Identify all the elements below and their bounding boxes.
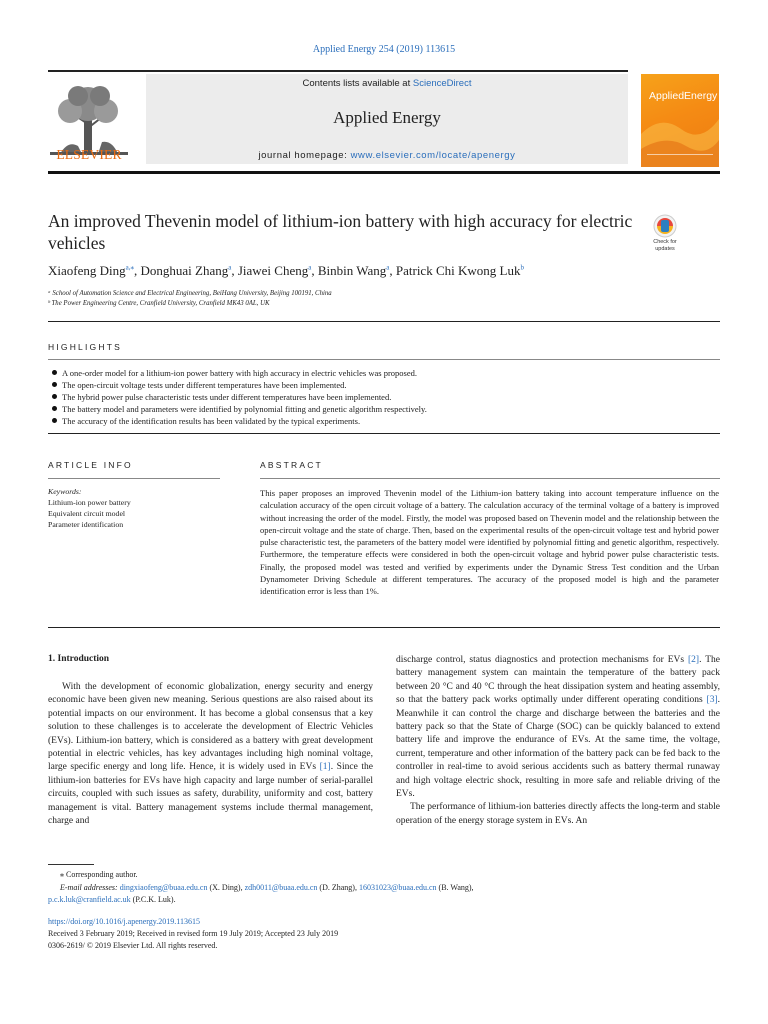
text-run: With the development of economic globalization, energy security and energy economic have been given new meaning. Serious questions are also raised about its potential impacts on our environment. It has become a global consensus that a key solution to these challenges is to accelerate the development of Electric Vehicles (EVs). Lithium-ion battery, which is considered as a battery with great development potential in electric vehicles, has key advantages including high nominal voltage, large specific energy and long life. Hence, it is widely used in EVs xyxy=(48,682,373,773)
highlight-text: The accuracy of the identification results has been validated by the typical experiments. xyxy=(62,416,361,426)
highlight-item xyxy=(52,392,391,402)
highlight-item xyxy=(52,404,427,414)
divider xyxy=(48,433,720,434)
highlight-item xyxy=(52,416,360,426)
bullet-icon xyxy=(52,382,57,387)
received-dates: Received 3 February 2019; Received in revised form 19 July 2019; Accepted 23 July 2019 xyxy=(48,929,339,938)
keywords-label: Keywords: xyxy=(48,487,82,496)
text-run: discharge control, status diagnostics and protection mechanisms for EVs xyxy=(396,655,688,665)
journal-reference[interactable]: Applied Energy 254 (2019) 113615 xyxy=(312,44,456,55)
author-name[interactable]: Donghuai Zhang xyxy=(140,263,229,278)
article-title: An improved Thevenin model of lithium-ion battery with high accuracy for electric vehicles xyxy=(48,211,633,253)
email-label: E-mail addresses: xyxy=(60,883,120,892)
paragraph xyxy=(48,681,373,828)
divider xyxy=(48,321,720,322)
bullet-icon xyxy=(52,406,57,411)
journal-homepage xyxy=(146,150,628,161)
email-owner: (X. Ding), xyxy=(207,883,245,892)
highlight-item xyxy=(52,368,417,378)
cover-art-icon xyxy=(641,74,719,167)
highlight-item xyxy=(52,380,346,390)
journal-cover-image[interactable] xyxy=(641,74,719,167)
bullet-icon xyxy=(52,394,57,399)
keyword[interactable]: Lithium-ion power battery xyxy=(48,498,131,507)
sciencedirect-link[interactable]: ScienceDirect xyxy=(412,78,472,89)
highlights-heading: HIGHLIGHTS xyxy=(48,342,122,352)
highlight-text: The battery model and parameters were identified by polynomial fitting and genetic algorithm respectively. xyxy=(62,404,427,414)
footnote-rule xyxy=(48,864,94,865)
email-owner: (P.C.K. Luk). xyxy=(130,895,176,904)
highlight-text: The open-circuit voltage tests under different temperatures have been implemented. xyxy=(62,380,347,390)
section-heading-introduction: 1. Introduction xyxy=(48,654,110,664)
divider xyxy=(48,478,220,479)
affiliation: ᵇ The Power Engineering Centre, Cranfield University, Cranfield MK43 0AL, UK xyxy=(48,300,270,307)
keyword[interactable]: Parameter identification xyxy=(48,520,124,529)
body-column-left xyxy=(48,681,373,828)
email-owner: (D. Zhang), xyxy=(317,883,359,892)
author-list: Xiaofeng Ding$^{a,⁎}$, Donghuai Zhang$^a$, Jiawei Cheng$^a$, Binbin Wang$^a$, Patrick Chi Kwong Luk$^b$ xyxy=(48,263,524,278)
author-name[interactable]: Xiaofeng Ding xyxy=(48,263,126,278)
elsevier-wordmark: ELSEVIER xyxy=(56,147,122,162)
abstract-text: This paper proposes an improved Thevenin model of the Lithium-ion battery taking into account temperature influence on the calculation accuracy of the open circuit voltage of a battery. The calculation accuracy of the terminal voltage of a battery is improved without increasing the order of the model. Firstly, the model was proposed based on Thevenin model and the relationship between the open-circuit voltage and the state of charge. Then, based on the experimental results of the open-circuit voltage test and hybrid power pulse characteristic test, the parameters of the battery model were identified by polynomial fitting and genetic algorithm, respectively. Furthermore, the temperature effects were considered in both the open-circuit voltage and hybrid power pulse characteristic tests. Finally, the proposed model was tested and verified by experiments under the Dynamic Stress Test condition and the Urban Dynamometer Driving Schedule at different temperatures. The accuracy of the proposed model is high and the parameter identification error is less than 1%. xyxy=(260,488,719,597)
highlight-text: The hybrid power pulse characteristic tests under different temperatures have been implemented. xyxy=(62,392,392,402)
author-sup[interactable]: a,⁎ xyxy=(125,263,134,272)
header-thick-rule xyxy=(48,171,720,174)
abstract-heading: ABSTRACT xyxy=(260,460,323,470)
email-link[interactable]: p.c.k.luk@cranfield.ac.uk xyxy=(48,895,131,904)
keyword[interactable]: Equivalent circuit model xyxy=(48,509,126,518)
citation-link[interactable]: [2] xyxy=(688,655,700,665)
email-link[interactable]: zdh0011@buaa.edu.cn xyxy=(244,883,318,892)
citation-link[interactable]: [3] xyxy=(706,695,718,706)
contents-line xyxy=(146,78,628,89)
text-run: . The battery management system can maintain the temperature of the battery pack between 20 °C and 40 °C through the heat dissipation system and heating assembly, so that the battery pack works optimally under different operating conditions xyxy=(396,655,720,706)
email-link[interactable]: 16031023@buaa.edu.cn xyxy=(358,883,437,892)
check-for-updates-badge[interactable] xyxy=(644,212,686,254)
author-sup[interactable]: b xyxy=(520,263,524,272)
email-owner: (B. Wang), xyxy=(436,883,474,892)
copyright-notice: 0306-2619/ © 2019 Elsevier Ltd. All rights reserved. xyxy=(48,941,218,950)
highlight-text: A one-order model for a lithium-ion power battery with high accuracy in electric vehicles was proposed. xyxy=(62,368,417,378)
paragraph xyxy=(396,654,720,801)
doi-link[interactable]: https://doi.org/10.1016/j.apenergy.2019.113615 xyxy=(48,917,200,926)
author-sup[interactable]: a xyxy=(228,263,232,272)
contents-prefix: Contents lists available at xyxy=(302,78,413,89)
homepage-link[interactable]: www.elsevier.com/locate/apenergy xyxy=(350,150,516,161)
citation-link[interactable]: [1] xyxy=(319,762,331,773)
affiliation: ᵃ School of Automation Science and Electrical Engineering, BeiHang University, Beijing 100191, China xyxy=(48,290,332,297)
divider xyxy=(48,359,720,360)
crossmark-icon xyxy=(644,212,686,254)
author-sup[interactable]: a xyxy=(386,263,390,272)
corresponding-author-note: ⁎ Corresponding author. xyxy=(60,870,138,879)
email-addresses xyxy=(60,883,720,892)
bullet-icon xyxy=(52,418,57,423)
article-info-heading: ARTICLE INFO xyxy=(48,460,133,470)
author-name[interactable]: Binbin Wang xyxy=(317,263,387,278)
divider xyxy=(48,627,720,628)
author-name[interactable]: Patrick Chi Kwong Luk xyxy=(395,263,521,278)
header-rule xyxy=(48,70,628,72)
text-run: . Meanwhile it can control the charge and discharge between the batteries and the battery pack so that the State of Charge (SOC) can be quickly balanced to extend battery life and improve the endurance of EVs. At the same time, the voltage, current, temperature and other information of the battery pack can be fed back to the controller in real-time to avoid serious accidents such as battery thermal runaway and high voltage electric shock, resulting in more safe and reliable driving of the EVs. xyxy=(396,695,720,800)
author-name[interactable]: Jiawei Cheng xyxy=(237,263,309,278)
paragraph: The performance of lithium-ion batteries directly affects the long-term and stable operation of the energy storage system in EVs. An xyxy=(396,802,720,826)
homepage-prefix: journal homepage: xyxy=(258,150,351,161)
author-sup[interactable]: a xyxy=(308,263,312,272)
crossmark-line1: Check for xyxy=(653,239,677,245)
text-run: . Since the lithium-ion batteries for EVs have high capacity and large number of serial-parallel circuits, coupled with such issues as safety, durability, uniformity and cost, battery management is vital. Battery management systems include thermal management, charge and xyxy=(48,762,373,827)
cover-title: AppliedEnergy xyxy=(649,90,718,102)
email-addresses-cont xyxy=(48,895,176,904)
divider xyxy=(260,478,720,479)
body-column-right xyxy=(396,654,720,828)
email-link[interactable]: dingxiaofeng@buaa.edu.cn xyxy=(119,883,208,892)
bullet-icon xyxy=(52,370,57,375)
journal-name: Applied Energy xyxy=(333,108,441,127)
crossmark-line2: updates xyxy=(655,246,675,252)
